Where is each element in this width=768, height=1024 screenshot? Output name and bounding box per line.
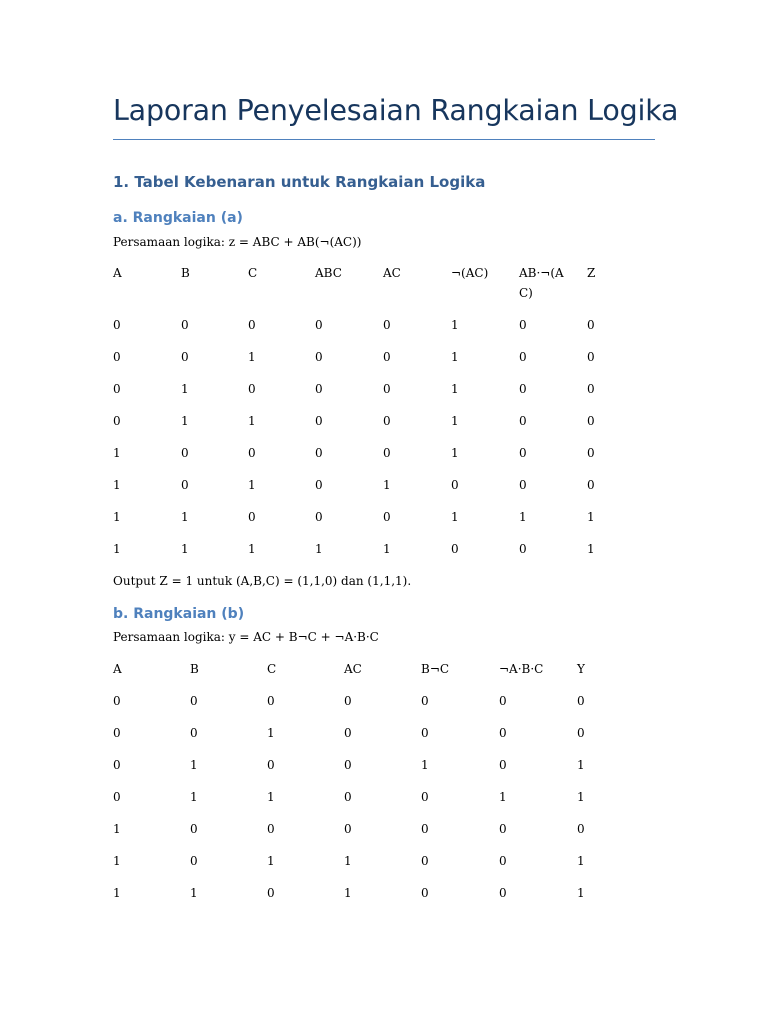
table-cell: 0	[315, 414, 323, 428]
table-cell: 1	[315, 542, 323, 556]
table-cell: 0	[451, 478, 459, 492]
table-cell: 0	[190, 822, 198, 836]
table-cell: 1	[113, 542, 121, 556]
table-cell: 1	[451, 350, 459, 364]
table-cell: 0	[344, 694, 352, 708]
column-header: B¬C	[421, 662, 450, 676]
table-cell: 0	[383, 350, 391, 364]
table-cell: 0	[499, 886, 507, 900]
table-cell: 1	[421, 758, 429, 772]
table-cell: 1	[113, 822, 121, 836]
table-cell: 0	[267, 886, 275, 900]
table-cell: 1	[113, 854, 121, 868]
table-header-row	[113, 263, 653, 300]
table-header-row	[113, 659, 653, 679]
table-cell: 0	[248, 382, 256, 396]
table-cell: 0	[587, 478, 595, 492]
column-header: B	[190, 662, 199, 676]
column-header: AC	[383, 266, 401, 280]
table-row	[113, 347, 653, 367]
table-row	[113, 883, 653, 903]
table-cell: 0	[499, 758, 507, 772]
column-header: Y	[577, 662, 585, 676]
table-cell: 1	[248, 542, 256, 556]
table-cell: 0	[383, 382, 391, 396]
table-cell: 1	[451, 510, 459, 524]
table-cell: 1	[587, 510, 595, 524]
table-cell: 0	[587, 382, 595, 396]
table-cell: 0	[113, 382, 121, 396]
table-cell: 0	[383, 510, 391, 524]
column-header: AB·¬(AC)	[519, 266, 564, 300]
table-cell: 1	[190, 758, 198, 772]
column-header: AC	[344, 662, 362, 676]
table-cell: 0	[383, 318, 391, 332]
column-header: Z	[587, 266, 596, 280]
table-cell: 0	[499, 694, 507, 708]
column-header: ABC	[315, 266, 342, 280]
table-cell: 0	[113, 318, 121, 332]
table-cell: 0	[499, 854, 507, 868]
table-cell: 0	[519, 542, 527, 556]
table-cell: 0	[519, 318, 527, 332]
table-cell: 1	[344, 854, 352, 868]
table-cell: 1	[383, 542, 391, 556]
table-cell: 1	[577, 758, 585, 772]
table-cell: 0	[519, 478, 527, 492]
table-cell: 1	[451, 414, 459, 428]
table-cell: 1	[181, 414, 189, 428]
table-row	[113, 851, 653, 871]
column-header: ¬A·B·C	[499, 662, 544, 676]
table-row	[113, 507, 653, 527]
table-cell: 1	[577, 886, 585, 900]
table-cell: 1	[190, 790, 198, 804]
table-cell: 1	[267, 790, 275, 804]
table-cell: 0	[190, 854, 198, 868]
table-cell: 0	[383, 446, 391, 460]
table-cell: 0	[113, 726, 121, 740]
table-cell: 1	[451, 446, 459, 460]
equation-b: Persamaan logika: y = AC + B¬C + ¬A·B·C	[113, 630, 379, 644]
table-cell: 0	[181, 350, 189, 364]
table-cell: 0	[587, 350, 595, 364]
table-row	[113, 819, 653, 839]
table-cell: 0	[113, 694, 121, 708]
table-cell: 1	[181, 542, 189, 556]
table-cell: 0	[451, 542, 459, 556]
table-row	[113, 411, 653, 431]
table-cell: 0	[315, 382, 323, 396]
page-title: Laporan Penyelesaian Rangkaian Logika	[113, 94, 679, 127]
table-cell: 1	[181, 510, 189, 524]
table-cell: 0	[248, 446, 256, 460]
table-cell: 0	[315, 446, 323, 460]
table-cell: 0	[315, 350, 323, 364]
table-cell: 0	[267, 822, 275, 836]
table-cell: 0	[190, 694, 198, 708]
table-row	[113, 475, 653, 495]
table-cell: 1	[248, 350, 256, 364]
table-cell: 1	[499, 790, 507, 804]
table-row	[113, 443, 653, 463]
equation-a: Persamaan logika: z = ABC + AB(¬(AC))	[113, 235, 362, 249]
table-cell: 1	[248, 414, 256, 428]
table-cell: 0	[190, 726, 198, 740]
table-cell: 1	[267, 854, 275, 868]
column-header: C	[248, 266, 258, 280]
table-cell: 0	[519, 446, 527, 460]
table-cell: 0	[113, 790, 121, 804]
table-cell: 1	[587, 542, 595, 556]
table-cell: 1	[181, 382, 189, 396]
table-cell: 0	[587, 318, 595, 332]
column-header: A	[113, 266, 122, 280]
table-cell: 1	[113, 478, 121, 492]
table-row	[113, 691, 653, 711]
table-cell: 1	[248, 478, 256, 492]
table-row	[113, 723, 653, 743]
table-cell: 0	[113, 758, 121, 772]
table-cell: 1	[451, 382, 459, 396]
table-cell: 0	[315, 478, 323, 492]
table-cell: 1	[113, 510, 121, 524]
column-header: ¬(AC)	[451, 266, 489, 280]
table-cell: 0	[421, 822, 429, 836]
subsection-b-heading: b. Rangkaian (b)	[113, 606, 245, 622]
table-cell: 0	[267, 694, 275, 708]
table-cell: 0	[344, 790, 352, 804]
table-cell: 0	[587, 446, 595, 460]
table-row	[113, 755, 653, 775]
table-cell: 0	[344, 758, 352, 772]
table-cell: 0	[181, 446, 189, 460]
table-cell: 0	[248, 318, 256, 332]
table-cell: 0	[499, 822, 507, 836]
title-underline	[113, 139, 655, 140]
column-header: B	[181, 266, 190, 280]
table-cell: 1	[267, 726, 275, 740]
table-cell: 0	[344, 726, 352, 740]
table-row	[113, 315, 653, 335]
table-cell: 0	[519, 382, 527, 396]
table-cell: 1	[577, 854, 585, 868]
table-cell: 1	[519, 510, 527, 524]
table-cell: 0	[113, 350, 121, 364]
table-cell: 1	[383, 478, 391, 492]
table-cell: 1	[344, 886, 352, 900]
table-cell: 0	[315, 318, 323, 332]
section-1-heading: 1. Tabel Kebenaran untuk Rangkaian Logika	[113, 173, 486, 191]
table-cell: 1	[190, 886, 198, 900]
table-cell: 1	[577, 790, 585, 804]
table-cell: 0	[577, 726, 585, 740]
table-cell: 1	[113, 446, 121, 460]
table-cell: 0	[499, 726, 507, 740]
table-cell: 0	[181, 318, 189, 332]
table-cell: 0	[421, 854, 429, 868]
table-row	[113, 379, 653, 399]
table-cell: 0	[344, 822, 352, 836]
table-cell: 1	[113, 886, 121, 900]
column-header: A	[113, 662, 122, 676]
table-cell: 0	[315, 510, 323, 524]
table-cell: 0	[577, 694, 585, 708]
table-cell: 0	[421, 694, 429, 708]
column-header: C	[267, 662, 277, 676]
table-cell: 0	[519, 350, 527, 364]
table-cell: 0	[248, 510, 256, 524]
table-row	[113, 539, 653, 559]
output-note-a: Output Z = 1 untuk (A,B,C) = (1,1,0) dan (1,1,1).	[113, 574, 412, 588]
table-cell: 0	[587, 414, 595, 428]
table-cell: 0	[577, 822, 585, 836]
table-cell: 0	[181, 478, 189, 492]
table-cell: 0	[519, 414, 527, 428]
table-cell: 0	[113, 414, 121, 428]
table-cell: 0	[421, 886, 429, 900]
table-cell: 0	[383, 414, 391, 428]
subsection-a-heading: a. Rangkaian (a)	[113, 210, 243, 226]
table-cell: 0	[421, 726, 429, 740]
table-cell: 0	[421, 790, 429, 804]
table-row	[113, 787, 653, 807]
table-cell: 1	[451, 318, 459, 332]
table-cell: 0	[267, 758, 275, 772]
